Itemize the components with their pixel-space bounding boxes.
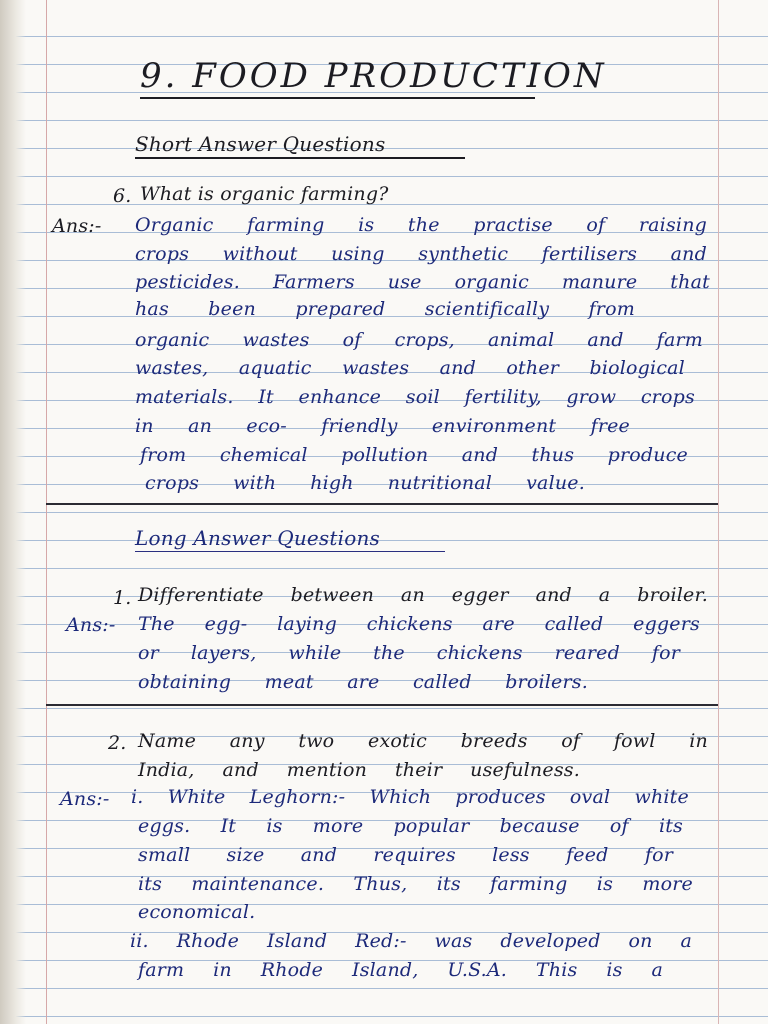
answer-line: farm in Rhode Island, U.S.A. This is a — [138, 959, 663, 981]
long-answer-heading: Long Answer Questions — [135, 526, 445, 552]
answer-line: economical. — [138, 901, 256, 923]
answer-line: or layers, while the chickens reared for — [138, 642, 680, 664]
short-answer-heading: Short Answer Questions — [135, 132, 465, 159]
question-number-2: 2. — [108, 732, 127, 754]
answer-line: pesticides. Farmers use organic manure that — [135, 271, 710, 293]
answer-line: obtaining meat are called broilers. — [138, 671, 588, 693]
answer-line: crops with high nutritional value. — [145, 472, 585, 494]
answer-line: from chemical pollution and thus produce — [140, 444, 688, 466]
answer-line: has been prepared scientifically from — [135, 298, 635, 320]
answer-label: Ans:- — [66, 614, 116, 636]
chapter-number: 9. — [140, 56, 179, 96]
section-divider — [46, 704, 718, 706]
margin-line — [46, 0, 47, 1024]
answer-label: Ans:- — [52, 215, 102, 237]
section-divider — [46, 503, 718, 505]
answer-line: in an eco- friendly environment free — [135, 415, 630, 437]
question-number-1: 1. — [113, 587, 132, 609]
answer-line: materials. It enhance soil fertility, grow crops — [135, 386, 695, 408]
answer-label: Ans:- — [60, 788, 110, 810]
question-2-text-line: Name any two exotic breeds of fowl in — [138, 730, 708, 752]
answer-line: small size and requires less feed for — [138, 844, 673, 866]
answer-line: Organic farming is the practise of raising — [135, 214, 707, 236]
answer-line: eggs. It is more popular because of its — [138, 815, 683, 837]
chapter-title: FOOD PRODUCTION — [192, 56, 607, 96]
answer-line: i. White Leghorn:- Which produces oval white — [131, 786, 689, 808]
page-title — [140, 56, 607, 99]
answer-line: The egg- laying chickens are called eggers — [138, 613, 700, 635]
right-margin-line — [718, 0, 719, 1024]
question-6-text: What is organic farming? — [140, 183, 389, 205]
answer-line: ii. Rhode Island Red:- was developed on a — [130, 930, 692, 952]
answer-line: crops without using synthetic fertilisers and — [135, 243, 707, 265]
binding-shadow — [0, 0, 26, 1024]
question-number-6: 6. — [113, 185, 132, 207]
answer-line: organic wastes of crops, animal and farm — [135, 329, 703, 351]
question-2-text-line: India, and mention their usefulness. — [138, 759, 580, 781]
answer-line: wastes, aquatic wastes and other biological — [135, 357, 685, 379]
question-1-text: Differentiate between an egger and a broiler. — [138, 584, 708, 606]
answer-line: its maintenance. Thus, its farming is more — [138, 873, 693, 895]
